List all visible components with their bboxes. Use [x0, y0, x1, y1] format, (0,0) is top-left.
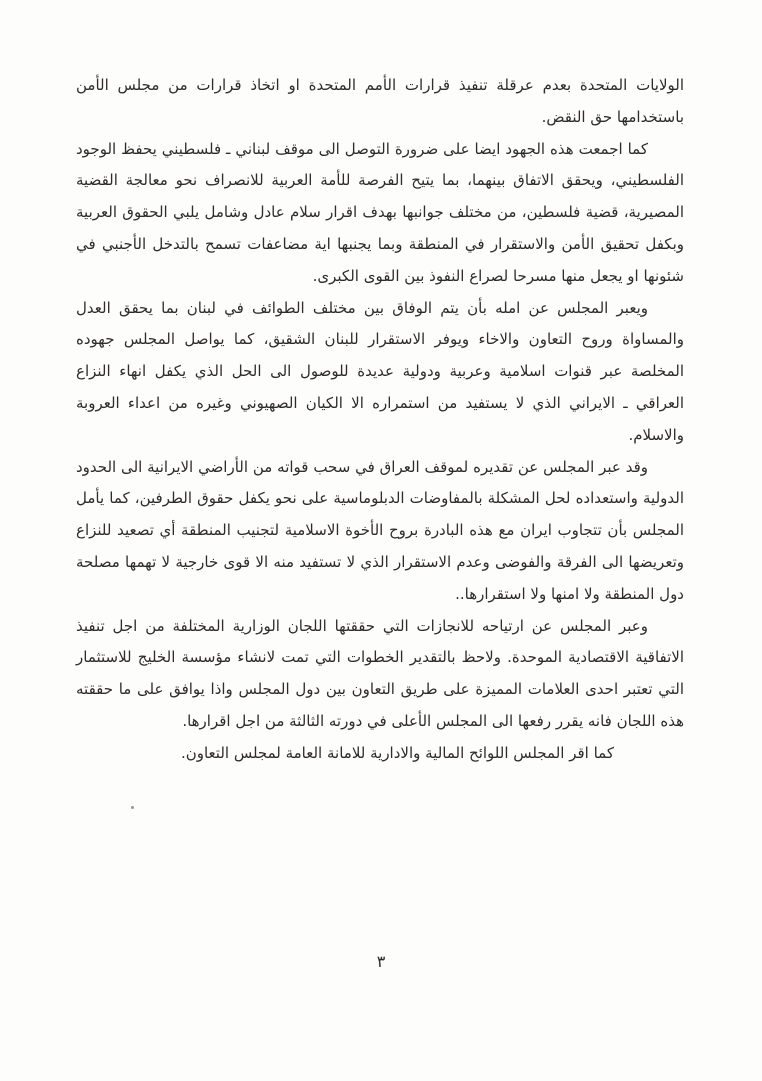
document-text-block	[76, 70, 684, 770]
paragraph-economic-agreement: وعبر المجلس عن ارتياحه للانجازات التي حققتها اللجان الوزارية المختلفة من اجل تنفيذ الاتفاقية الاقتصادية الموحدة. ولاحظ بالتقدير الخطوات التي تمت لانشاء مؤسسة الخليج للاستثمار التي تعتبر احدى العلامات المميزة على طريق التعاون بين دول المجلس واذا يوافق على ما حققته هذه اللجان فانه يقرر رفعها الى المجلس الأعلى في دورته الثالثة من اجل اقرارها.	[76, 616, 684, 730]
paragraph-lebanon-accord: ويعبر المجلس عن امله بأن يتم الوفاق بين مختلف الطوائف في لبنان بما يحقق العدل والمساواة وروح التعاون والاخاء ويوفر الاستقرار للبنان الشقيق، كما يواصل المجلس جهوده المخلصة عبر قنوات اسلامية وعربية ودولية عديدة للوصول الى الحل الذي يكفل انهاء النزاع العراقي ـ الايراني الذي لا يستفيد من استمراره الا الكيان الصهيوني وغيره من اعداء العروبة والاسلام.	[76, 298, 684, 444]
page-number: ٣	[376, 952, 386, 971]
paragraph-regulations: كما اقر المجلس اللوائح المالية والادارية للامانة العامة لمجلس التعاون.	[180, 743, 614, 762]
paragraph-iraq-iran: وقد عبر المجلس عن تقديره لموقف العراق في سحب قواته من الأراضي الايرانية الى الحدود الدولية واستعداده لحل المشكلة بالمفاوضات الدبلوماسية على نحو يكفل حقوق الطرفين، كما يأمل المجلس بأن تتجاوب ايران مع هذه البادرة بروح الأخوة الاسلامية لتجنيب المنطقة أي تصعيد للنزاع وتعريضها الى الفرقة والفوضى وعدم الاستقرار الذي لا تستفيد منه الا قوى خارجية لا تهمها مصلحة دول المنطقة ولا امنها ولا استقرارها..	[76, 457, 684, 603]
paragraph-continuation: الولايات المتحدة بعدم عرقلة تنفيذ قرارات الأمم المتحدة او اتخاذ قرارات من مجلس الأمن باستخدامها حق النقض.	[76, 76, 684, 126]
paragraph-lebanon-palestine: كما اجمعت هذه الجهود ايضا على ضرورة التوصل الى موقف لبناني ـ فلسطيني يحفظ الوجود الفلسطيني، ويحقق الاتفاق بينهما، بما يتيح الفرصة للأمة العربية للانصراف نحو معالجة القضية المصيرية، قضية فلسطين، من مختلف جوانبها بهدف اقرار سلام عادل وشامل يلبي الحقوق العربية وبكفل تحقيق الأمن والاستقرار في المنطقة وبما يجنبها اية مضاعفات تسمح بالتدخل الأجنبي في شئونها او يجعل منها مسرحا لصراع النفوذ بين القوى الكبرى.	[76, 139, 684, 285]
scan-speck	[131, 806, 134, 809]
